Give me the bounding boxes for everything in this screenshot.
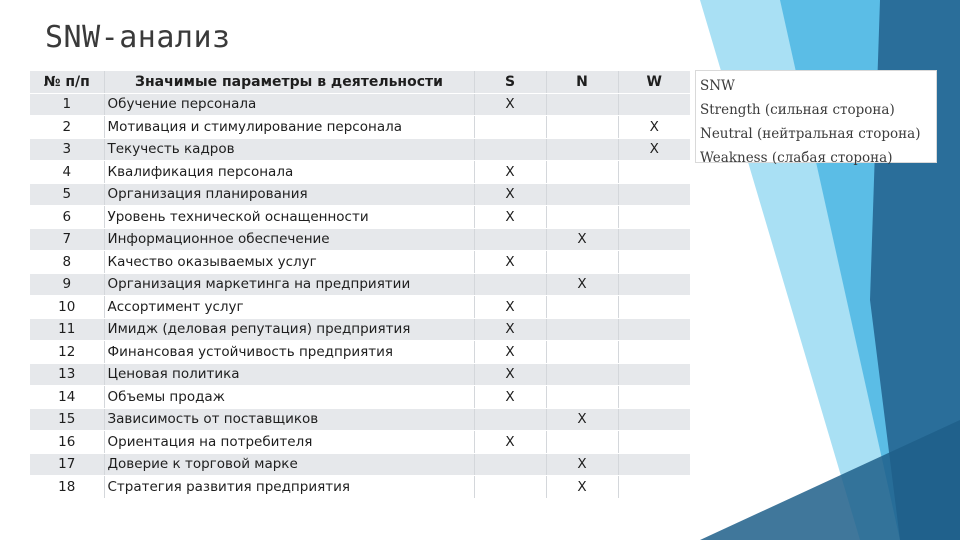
row-param: Зависимость от поставщиков — [104, 408, 474, 431]
snw-table — [30, 70, 690, 499]
row-w — [618, 386, 690, 409]
row-param: Уровень технической оснащенности — [104, 206, 474, 229]
row-param: Имидж (деловая репутация) предприятия — [104, 318, 474, 341]
row-s — [474, 476, 546, 499]
row-param: Ассортимент услуг — [104, 296, 474, 319]
row-param: Качество оказываемых услуг — [104, 251, 474, 274]
row-n — [546, 183, 618, 206]
row-num: 2 — [30, 116, 104, 139]
table-row — [30, 296, 690, 319]
row-n — [546, 206, 618, 229]
row-num: 7 — [30, 228, 104, 251]
row-w — [618, 161, 690, 184]
row-param: Доверие к торговой марке — [104, 453, 474, 476]
row-n — [546, 93, 618, 116]
legend-title: SNW — [700, 78, 735, 94]
row-s: X — [474, 431, 546, 454]
table-row — [30, 206, 690, 229]
row-num: 14 — [30, 386, 104, 409]
row-s: X — [474, 386, 546, 409]
row-s — [474, 273, 546, 296]
header-s: S — [474, 71, 546, 94]
row-param: Квалификация персонала — [104, 161, 474, 184]
row-param: Ценовая политика — [104, 363, 474, 386]
table-row — [30, 363, 690, 386]
row-param: Финансовая устойчивость предприятия — [104, 341, 474, 364]
legend-strength: Strength (сильная сторона) — [700, 102, 895, 118]
row-s — [474, 138, 546, 161]
row-num: 10 — [30, 296, 104, 319]
row-w: X — [618, 116, 690, 139]
table-row — [30, 116, 690, 139]
table-row — [30, 476, 690, 499]
row-w — [618, 228, 690, 251]
row-param: Обучение персонала — [104, 93, 474, 116]
table-row — [30, 228, 690, 251]
row-w — [618, 273, 690, 296]
row-num: 18 — [30, 476, 104, 499]
row-num: 4 — [30, 161, 104, 184]
row-w — [618, 363, 690, 386]
row-s: X — [474, 318, 546, 341]
row-s — [474, 228, 546, 251]
row-param: Текучесть кадров — [104, 138, 474, 161]
table-body — [30, 93, 690, 498]
table-row — [30, 161, 690, 184]
row-w — [618, 206, 690, 229]
row-param: Ориентация на потребителя — [104, 431, 474, 454]
row-n: X — [546, 273, 618, 296]
table-row — [30, 453, 690, 476]
row-s: X — [474, 363, 546, 386]
row-num: 12 — [30, 341, 104, 364]
row-w — [618, 318, 690, 341]
row-n — [546, 116, 618, 139]
table-row — [30, 386, 690, 409]
row-n — [546, 251, 618, 274]
row-s: X — [474, 93, 546, 116]
row-w — [618, 431, 690, 454]
table-row — [30, 431, 690, 454]
row-param: Организация планирования — [104, 183, 474, 206]
table-row — [30, 251, 690, 274]
legend-neutral: Neutral (нейтральная сторона) — [700, 126, 921, 142]
table-row — [30, 93, 690, 116]
table-row — [30, 318, 690, 341]
row-s: X — [474, 161, 546, 184]
row-s: X — [474, 341, 546, 364]
row-n — [546, 296, 618, 319]
row-param: Стратегия развития предприятия — [104, 476, 474, 499]
row-param: Мотивация и стимулирование персонала — [104, 116, 474, 139]
table-row — [30, 341, 690, 364]
table-header-row — [30, 71, 690, 94]
row-w — [618, 408, 690, 431]
legend-box — [695, 70, 937, 166]
row-num: 6 — [30, 206, 104, 229]
table-row — [30, 138, 690, 161]
row-w: X — [618, 138, 690, 161]
row-w — [618, 453, 690, 476]
row-s — [474, 116, 546, 139]
table-row — [30, 273, 690, 296]
row-n: X — [546, 228, 618, 251]
header-w: W — [618, 71, 690, 94]
row-s: X — [474, 296, 546, 319]
row-num: 16 — [30, 431, 104, 454]
row-param: Организация маркетинга на предприятии — [104, 273, 474, 296]
row-num: 9 — [30, 273, 104, 296]
row-w — [618, 93, 690, 116]
table-row — [30, 183, 690, 206]
row-num: 15 — [30, 408, 104, 431]
row-n: X — [546, 453, 618, 476]
row-w — [618, 251, 690, 274]
row-n — [546, 341, 618, 364]
row-s: X — [474, 251, 546, 274]
row-s: X — [474, 183, 546, 206]
row-n — [546, 138, 618, 161]
header-num: № п/п — [30, 71, 104, 94]
row-num: 5 — [30, 183, 104, 206]
row-w — [618, 296, 690, 319]
row-s — [474, 453, 546, 476]
row-num: 17 — [30, 453, 104, 476]
row-param: Информационное обеспечение — [104, 228, 474, 251]
table-row — [30, 408, 690, 431]
row-n: X — [546, 408, 618, 431]
row-s: X — [474, 206, 546, 229]
row-n — [546, 363, 618, 386]
row-w — [618, 183, 690, 206]
row-w — [618, 476, 690, 499]
header-n: N — [546, 71, 618, 94]
legend-weakness: Weakness (слабая сторона) — [700, 150, 893, 166]
row-num: 8 — [30, 251, 104, 274]
row-n — [546, 386, 618, 409]
row-num: 3 — [30, 138, 104, 161]
row-num: 11 — [30, 318, 104, 341]
row-n — [546, 431, 618, 454]
header-param: Значимые параметры в деятельности — [104, 71, 474, 94]
row-n: X — [546, 476, 618, 499]
row-n — [546, 318, 618, 341]
row-num: 13 — [30, 363, 104, 386]
row-param: Объемы продаж — [104, 386, 474, 409]
row-num: 1 — [30, 93, 104, 116]
row-n — [546, 161, 618, 184]
row-w — [618, 341, 690, 364]
slide-title: SNW-анализ — [45, 20, 231, 55]
row-s — [474, 408, 546, 431]
